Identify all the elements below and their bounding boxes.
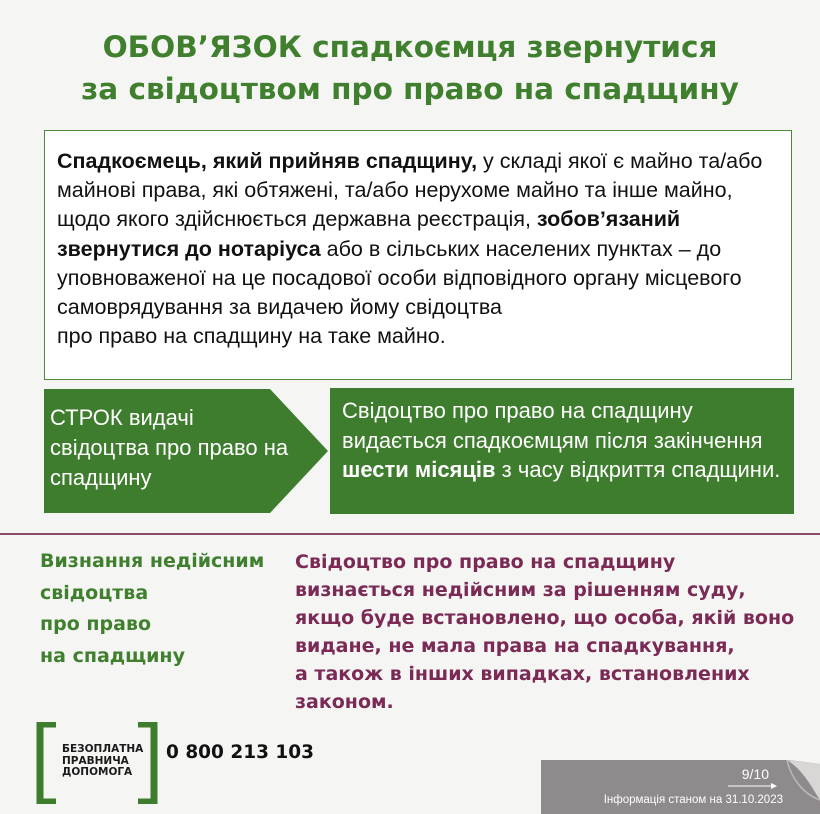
invalid-label-line: Визнання недійсним xyxy=(40,550,265,572)
logo-line: ДОПОМОГА xyxy=(62,766,133,778)
term-arrow-label: СТРОК видачі свідоцтва про право на спадщину xyxy=(50,405,289,490)
main-text-1: у складі якої є майно та/або майнові права, які обтяжені, та/або нерухоме майно та інше майно, щодо якого здійснюється державна реєстрація, xyxy=(57,149,763,232)
footer-banner xyxy=(541,760,820,814)
term-box xyxy=(330,388,794,514)
invalid-label xyxy=(40,546,280,672)
invalid-text-line: Свідоцтво про право на спадщину xyxy=(295,551,676,573)
logo-line: БЕЗОПЛАТНА xyxy=(62,743,144,755)
invalid-text xyxy=(295,548,805,716)
invalid-label-line: про право xyxy=(40,613,152,635)
legal-aid-logo xyxy=(36,722,158,804)
hotline-phone[interactable]: 0 800 213 103 xyxy=(166,742,315,763)
logo-text xyxy=(62,744,142,779)
title-line-1: ОБОВ’ЯЗОК спадкоємця звернутися xyxy=(102,30,718,64)
term-text-1: Свідоцтво про право на спадщину видається спадкоємцям після закінчення xyxy=(342,398,763,453)
term-arrow xyxy=(44,389,328,513)
term-text-2: з часу відкриття спадщини. xyxy=(495,457,781,482)
invalid-text-line: законом. xyxy=(295,691,394,713)
section-divider xyxy=(0,533,820,535)
invalid-text-line: а також в інших випадках, встановлених xyxy=(295,663,750,685)
page-title xyxy=(40,26,780,110)
invalid-text-line: видане, не мала права на спадкування, xyxy=(295,635,735,657)
invalid-text-line: визнається недійсним за рішенням суду, xyxy=(295,579,746,601)
main-bold-1: Спадкоємець, який прийняв спадщину, xyxy=(57,149,478,173)
main-text-2: або в сільських населених пунктах – до уповноваженої на це посадової особи відповідного органу місцевого самоврядування за видачею йому свідоцтва xyxy=(57,236,742,320)
invalid-label-line: свідоцтва xyxy=(40,581,149,604)
page-counter: 9/10 xyxy=(741,766,769,782)
logo-line: ПРАВНИЧА xyxy=(62,754,129,767)
invalid-label-line: на спадщину xyxy=(40,644,185,667)
term-bold: шести місяців xyxy=(342,457,496,482)
main-text-3: про право на спадщину на таке майно. xyxy=(57,324,446,349)
main-bold-2: зобов’язаний звернутися до нотаріуса xyxy=(57,207,681,261)
title-line-2: за свідоцтвом про право на спадщину xyxy=(81,72,739,106)
invalid-text-line: якщо буде встановлено, що особа, якій воно xyxy=(295,607,795,629)
info-date: Інформація станом на 31.10.2023 xyxy=(603,794,783,806)
main-text-box xyxy=(44,130,792,380)
